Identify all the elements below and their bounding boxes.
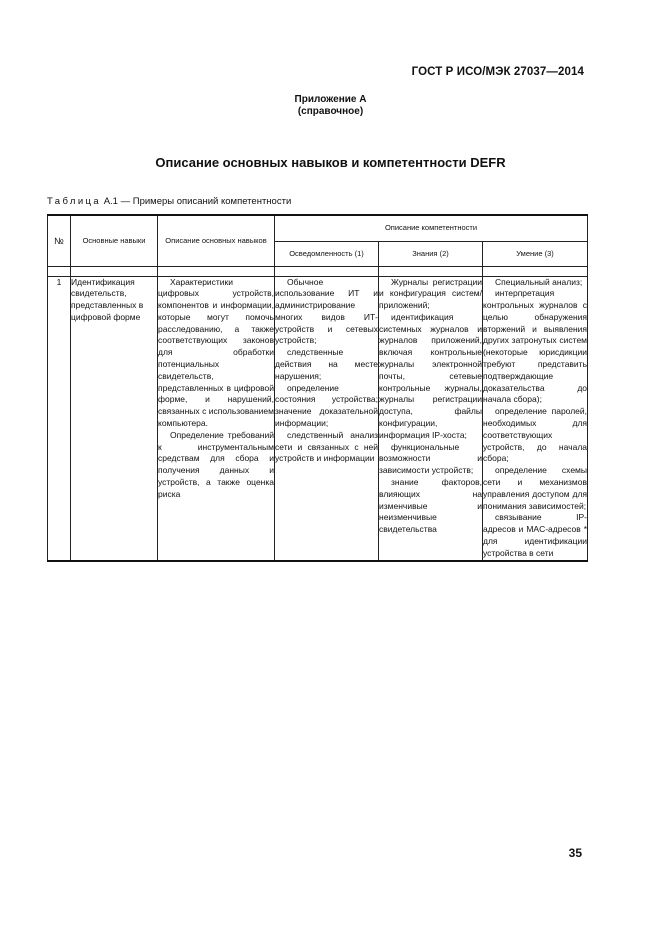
- header-competence: Описание компетентности: [275, 215, 588, 241]
- row-number-text: 1: [56, 276, 62, 287]
- row-awareness: [275, 276, 379, 561]
- knowledge-paragraph: Журналы регистрации и конфигурация систем/ приложений;: [379, 276, 482, 311]
- desc-paragraph: Определение требований к инструментальным средствам для сбора и получения данных и устройств, а также оценка риска: [158, 429, 274, 499]
- competence-table: [47, 214, 588, 562]
- ability-paragraph: определение паролей, необходимых для соответствующих устройств, до начала сбора;: [483, 406, 588, 464]
- header-knowledge: Знания (2): [379, 241, 483, 266]
- awareness-paragraph: следственные действия на месте нарушения;: [275, 347, 378, 381]
- awareness-paragraph: следственный анализ сети и связанных с ней устройств и информации: [275, 429, 378, 464]
- annex-note: (справочное): [297, 106, 364, 117]
- standard-id: ГОСТ Р ИСО/МЭК 27037—2014: [411, 66, 584, 78]
- row-skill: [71, 276, 158, 561]
- table-caption-label: Таблица: [47, 196, 102, 207]
- header-skills: Основные навыки: [71, 215, 158, 266]
- table-caption-text: А.1 — Примеры описаний компетентности: [103, 196, 292, 207]
- annex-heading: [0, 94, 661, 118]
- page-number: 35: [568, 846, 582, 860]
- ability-paragraph: связывание IP-адресов и MAC-адресов * для идентификации устройства в сети: [483, 512, 588, 558]
- document-title: Описание основных навыков и компетентности DEFR: [155, 155, 506, 170]
- table-row: [48, 276, 588, 561]
- row-number: [48, 276, 71, 561]
- row-skill-text: Идентификация свидетельств, представленных в цифровой форме: [71, 276, 144, 322]
- knowledge-paragraph: функциональные возможности и зависимости устройств;: [379, 441, 482, 476]
- knowledge-paragraph: идентификация системных журналов и журналов приложений, включая контрольные журналы электронной почты, сетевые контрольные журналы, журналы регистрации доступа, файлы конфигурации, информация IP-хоста;: [379, 311, 482, 440]
- awareness-paragraph: определение состояния устройства; значение доказательной информации;: [275, 382, 378, 429]
- header-skills-desc: Описание основных навыков: [158, 215, 275, 266]
- header-ability: Умение (3): [483, 241, 588, 266]
- row-description: [158, 276, 275, 561]
- knowledge-paragraph: знание факторов, влияющих на изменчивые и неизменчивые свидетельства: [379, 477, 482, 535]
- desc-paragraph: Характеристики цифровых устройств, компонентов и информации, которые могут помочь расследованию, а также соответствующих законов для обработки потенциальных свидетельств, представленных в цифровой форме, и нарушений, связанных с использованием компьютера.: [158, 276, 274, 429]
- awareness-paragraph: Обычное использование ИТ и администрирование многих видов ИТ-устройств и сетевых устройств;: [275, 276, 378, 346]
- ability-paragraph: интерпретация контрольных журналов с целью обнаружения вторжений и выявления других затронутых систем (некоторые юрисдикции требуют представить подтверждающие доказательства до начала сбора);: [483, 288, 588, 405]
- header-awareness: Осведомленность (1): [275, 241, 379, 266]
- row-ability: [483, 276, 588, 561]
- ability-paragraph: Специальный анализ;: [495, 276, 583, 287]
- table-caption: [47, 196, 291, 207]
- ability-paragraph: определение схемы сети и механизмов управления доступом для понимания зависимостей;: [483, 465, 588, 511]
- header-num: №: [48, 215, 71, 266]
- row-knowledge: [379, 276, 483, 561]
- annex-title: Приложение А: [294, 94, 367, 105]
